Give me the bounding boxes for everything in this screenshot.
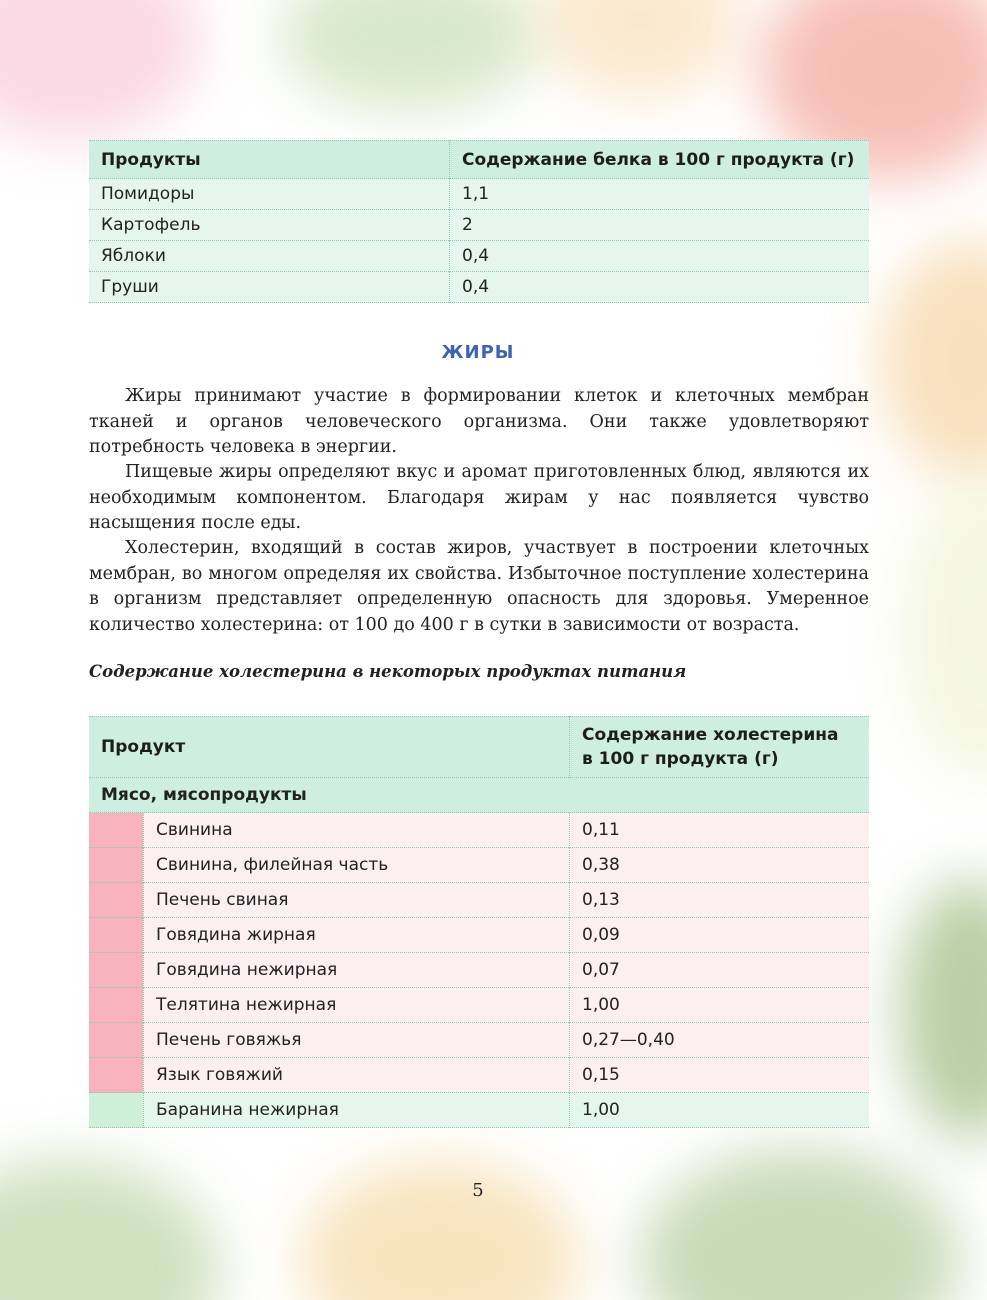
row-marker bbox=[89, 918, 143, 953]
header-cell: Содержание белка в 100 г продукта (г) bbox=[449, 140, 869, 179]
product-cell: Говядина нежирная bbox=[143, 953, 569, 988]
value-cell: 0,27—0,40 bbox=[569, 1023, 869, 1058]
row-marker bbox=[89, 1058, 143, 1093]
category-cell: Мясо, мясопродукты bbox=[89, 778, 869, 813]
table-row bbox=[89, 918, 869, 953]
product-cell: Говядина жирная bbox=[143, 918, 569, 953]
header-value bbox=[569, 716, 869, 778]
table-row bbox=[89, 1058, 869, 1093]
product-cell: Баранина нежирная bbox=[143, 1093, 569, 1128]
product-cell: Яблоки bbox=[89, 241, 449, 272]
header-value-line: Содержание холестерина bbox=[582, 725, 839, 745]
row-marker bbox=[89, 883, 143, 918]
paragraph: Жиры принимают участие в формировании клеток и клеточных мембран тканей и органов человеческого организма. Они также удовлетворяют потребность человека в энергии. bbox=[89, 386, 869, 457]
value-cell: 0,4 bbox=[449, 272, 869, 303]
row-marker bbox=[89, 848, 143, 883]
page-number: 5 bbox=[472, 1180, 484, 1201]
table-row bbox=[89, 1023, 869, 1058]
product-cell: Печень свиная bbox=[143, 883, 569, 918]
table-row bbox=[89, 1093, 869, 1128]
product-cell: Помидоры bbox=[89, 179, 449, 210]
value-cell: 1,1 bbox=[449, 179, 869, 210]
table-row bbox=[89, 210, 869, 241]
product-cell: Свинина bbox=[143, 813, 569, 848]
table-row bbox=[89, 988, 869, 1023]
protein-table bbox=[89, 140, 869, 303]
value-cell: 1,00 bbox=[569, 988, 869, 1023]
row-marker bbox=[89, 813, 143, 848]
paragraph: Холестерин, входящий в состав жиров, участвует в построении клеточных мембран, во многом определяя их свойства. Избыточное поступление холестерина в организм представляет определенную опасность для здоровья. Умеренное количество холестерина: от 100 до 400 г в сутки в зависимости от возраста. bbox=[89, 538, 869, 635]
product-cell: Телятина нежирная bbox=[143, 988, 569, 1023]
value-cell: 0,15 bbox=[569, 1058, 869, 1093]
value-cell: 0,07 bbox=[569, 953, 869, 988]
cholesterol-table-header bbox=[89, 716, 869, 778]
cholesterol-table bbox=[89, 716, 869, 1128]
row-marker bbox=[89, 1023, 143, 1058]
table-row bbox=[89, 272, 869, 303]
value-cell: 0,09 bbox=[569, 918, 869, 953]
value-cell: 0,11 bbox=[569, 813, 869, 848]
row-marker bbox=[89, 988, 143, 1023]
value-cell: 0,4 bbox=[449, 241, 869, 272]
product-cell: Свинина, филейная часть bbox=[143, 848, 569, 883]
value-cell: 0,38 bbox=[569, 848, 869, 883]
category-row bbox=[89, 778, 869, 813]
value-cell: 1,00 bbox=[569, 1093, 869, 1128]
row-marker bbox=[89, 953, 143, 988]
product-cell: Картофель bbox=[89, 210, 449, 241]
section-title: ЖИРЫ bbox=[441, 342, 515, 363]
value-cell: 2 bbox=[449, 210, 869, 241]
table-row bbox=[89, 179, 869, 210]
product-cell: Груши bbox=[89, 272, 449, 303]
paragraph: Пищевые жиры определяют вкус и аромат приготовленных блюд, являются их необходимым компонентом. Благодаря жирам у нас появляется чувство насыщения после еды. bbox=[89, 462, 869, 533]
table-row bbox=[89, 953, 869, 988]
protein-table-header bbox=[89, 140, 869, 179]
product-cell: Язык говяжий bbox=[143, 1058, 569, 1093]
value-cell: 0,13 bbox=[569, 883, 869, 918]
table-caption: Содержание холестерина в некоторых продуктах питания bbox=[89, 662, 687, 681]
table-row bbox=[89, 241, 869, 272]
row-marker bbox=[89, 1093, 143, 1128]
header-product: Продукт bbox=[89, 716, 569, 778]
header-value-line: в 100 г продукта (г) bbox=[582, 749, 779, 769]
table-row bbox=[89, 813, 869, 848]
table-row bbox=[89, 848, 869, 883]
table-row bbox=[89, 883, 869, 918]
header-cell: Продукты bbox=[89, 140, 449, 179]
product-cell: Печень говяжья bbox=[143, 1023, 569, 1058]
